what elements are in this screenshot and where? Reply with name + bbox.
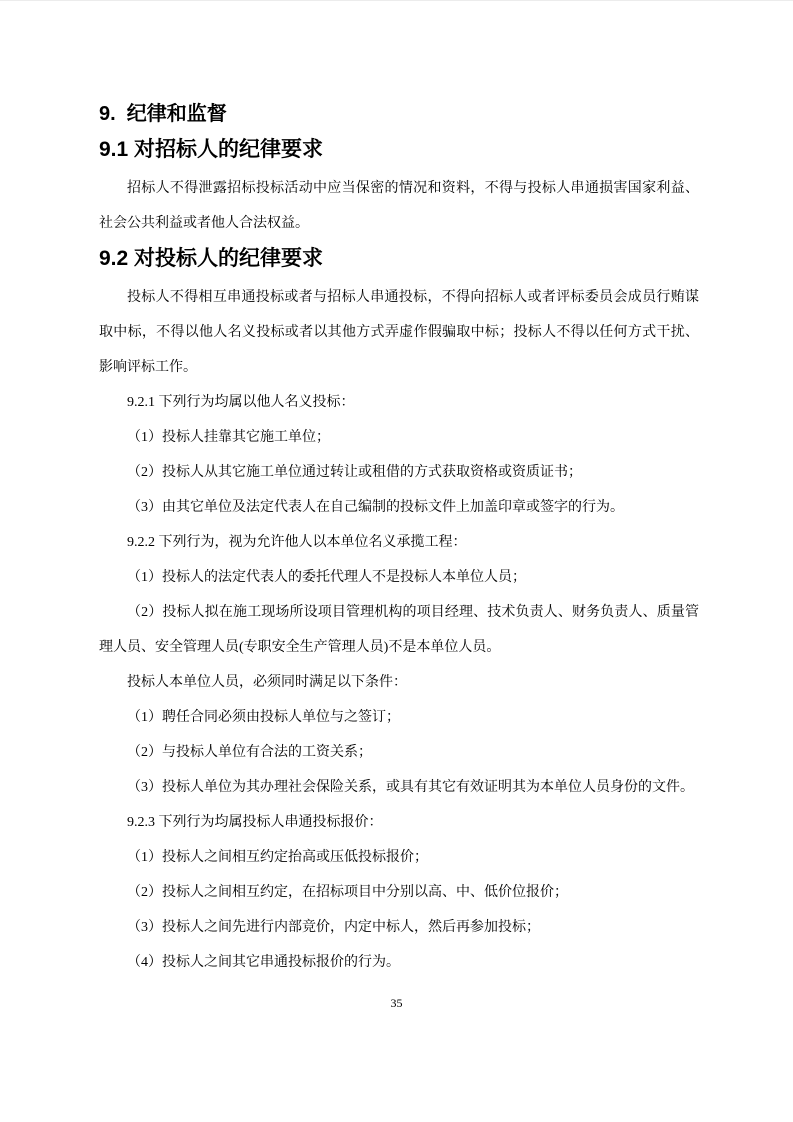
list-item: （2）与投标人单位有合法的工资关系； [127, 745, 372, 760]
subsection-9-2-2-note: 投标人本单位人员，必须同时满足以下条件： [127, 675, 407, 690]
list-item: （1）聘任合同必须由投标人单位与之签订； [127, 710, 400, 725]
list-item: （2）投标人从其它施工单位通过转让或租借的方式获取资格或资质证书； [127, 465, 582, 480]
section-9-1-heading: 9.1 对招标人的纪律要求 [99, 138, 324, 161]
list-item: （2）投标人之间相互约定，在招标项目中分别以高、中、低价位报价； [127, 885, 568, 900]
list-item: （1）投标人的法定代表人的委托代理人不是投标人本单位人员； [127, 570, 526, 585]
list-item: （3）由其它单位及法定代表人在自己编制的投标文件上加盖印章或签字的行为。 [127, 500, 624, 515]
section-9-2-paragraph: 投标人不得相互串通投标或者与招标人串通投标，不得向招标人或者评标委员会成员行贿谋取中标，不得以他人名义投标或者以其他方式弄虚作假骗取中标；投标人不得以任何方式干扰、影响评标工作。 [99, 290, 699, 375]
list-item: （3）投标人单位为其办理社会保险关系，或具有其它有效证明其为本单位人员身份的文件。 [127, 780, 694, 795]
list-item: （1）投标人挂靠其它施工单位； [127, 430, 330, 445]
section-9-2-heading: 9.2 对投标人的纪律要求 [99, 247, 324, 270]
subsection-9-2-3-heading: 9.2.3 下列行为均属投标人串通投标报价： [127, 815, 383, 830]
page-number: 35 [390, 996, 403, 1010]
section-9-1-paragraph: 招标人不得泄露招标投标活动中应当保密的情况和资料，不得与投标人串通损害国家利益、社会公共利益或者他人合法权益。 [99, 181, 699, 231]
list-item: （2）投标人拟在施工现场所设项目管理机构的项目经理、技术负责人、财务负责人、质量管理人员、安全管理人员(专职安全生产管理人员)不是本单位人员。 [99, 605, 699, 655]
list-item: （4）投标人之间其它串通投标报价的行为。 [127, 955, 400, 970]
list-item: （1）投标人之间相互约定抬高或压低投标报价； [127, 850, 428, 865]
list-item: （3）投标人之间先进行内部竞价，内定中标人，然后再参加投标； [127, 920, 540, 935]
subsection-9-2-2-heading: 9.2.2 下列行为，视为允许他人以本单位名义承揽工程： [127, 535, 467, 550]
subsection-9-2-1-heading: 9.2.1 下列行为均属以他人名义投标： [127, 395, 355, 410]
chapter-heading: 9. 纪律和监督 [99, 103, 227, 125]
